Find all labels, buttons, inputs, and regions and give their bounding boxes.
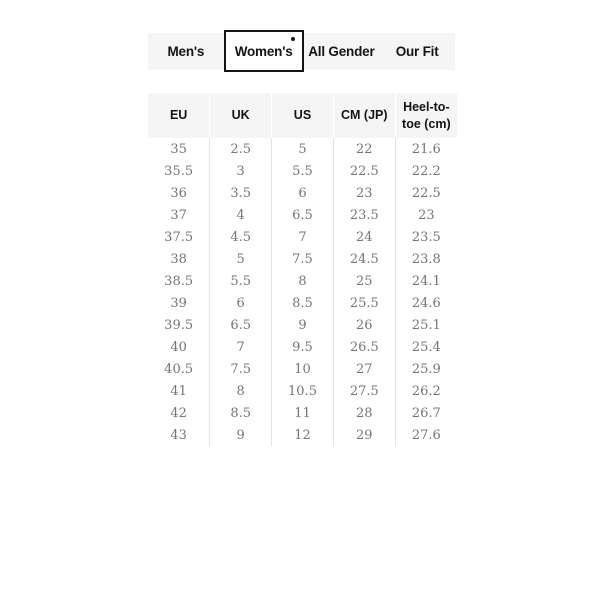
size-cell: 9.5 <box>272 336 334 358</box>
size-cell: 4.5 <box>210 226 272 248</box>
selected-tab-indicator-dot <box>291 37 295 41</box>
size-cell: 25.1 <box>395 314 457 336</box>
size-cell: 2.5 <box>210 138 272 160</box>
size-cell: 7 <box>210 336 272 358</box>
size-cell: 42 <box>170 405 187 421</box>
column-header-uk: UK <box>210 93 272 138</box>
size-cell: 6 <box>210 292 272 314</box>
size-cell: 26.2 <box>395 380 457 402</box>
header-row <box>148 93 457 138</box>
size-cell: 43 <box>170 427 187 443</box>
tab-our-fit[interactable]: Our Fit <box>395 44 439 59</box>
table-row <box>148 424 457 446</box>
size-cell: 24.1 <box>395 270 457 292</box>
size-cell: 6 <box>272 182 334 204</box>
size-cell: 7.5 <box>210 358 272 380</box>
size-cell: 3 <box>210 160 272 182</box>
size-cell: 21.6 <box>395 138 457 160</box>
size-cell: 9 <box>272 314 334 336</box>
size-cell: 9 <box>210 424 272 446</box>
size-cell: 25 <box>333 270 395 292</box>
size-cell: 11 <box>272 402 334 424</box>
size-cell: 41 <box>170 383 187 399</box>
table-row <box>148 314 457 336</box>
size-cell: 23.5 <box>333 204 395 226</box>
size-chart-body <box>148 138 457 446</box>
size-cell: 6.5 <box>210 314 272 336</box>
size-cell: 26.5 <box>333 336 395 358</box>
size-cell: 7 <box>272 226 334 248</box>
size-cell: 22.5 <box>333 160 395 182</box>
size-cell: 35.5 <box>164 163 194 179</box>
table-row <box>148 182 457 204</box>
size-cell: 39 <box>170 295 187 311</box>
column-header-eu: EU <box>148 93 210 138</box>
size-chart <box>148 93 457 446</box>
size-cell: 27.6 <box>395 424 457 446</box>
size-cell: 6.5 <box>272 204 334 226</box>
size-chart-header <box>148 93 457 138</box>
size-cell: 8.5 <box>272 292 334 314</box>
size-cell: 5 <box>210 248 272 270</box>
size-cell: 8 <box>210 380 272 402</box>
size-cell: 40.5 <box>164 361 194 377</box>
table-row <box>148 160 457 182</box>
size-cell: 10 <box>272 358 334 380</box>
size-cell: 8 <box>272 270 334 292</box>
table-row <box>148 380 457 402</box>
size-cell: 27.5 <box>333 380 395 402</box>
size-cell: 22 <box>333 138 395 160</box>
tab-womens[interactable] <box>224 30 304 72</box>
size-cell: 37 <box>170 207 187 223</box>
table-row <box>148 270 457 292</box>
size-cell: 22.5 <box>395 182 457 204</box>
size-cell: 28 <box>333 402 395 424</box>
size-cell: 5.5 <box>272 160 334 182</box>
size-cell: 29 <box>333 424 395 446</box>
column-header-cm-jp: CM (JP) <box>333 93 395 138</box>
column-header-heel-to-toe: Heel-to-toe (cm) <box>395 93 457 138</box>
table-row <box>148 248 457 270</box>
size-cell: 25.5 <box>333 292 395 314</box>
size-cell: 35 <box>170 141 187 157</box>
size-cell: 5 <box>272 138 334 160</box>
size-cell: 39.5 <box>164 317 194 333</box>
size-cell: 24.6 <box>395 292 457 314</box>
table-row <box>148 336 457 358</box>
size-cell: 26.7 <box>395 402 457 424</box>
size-cell: 12 <box>272 424 334 446</box>
size-cell: 25.9 <box>395 358 457 380</box>
size-cell: 7.5 <box>272 248 334 270</box>
size-cell: 23.5 <box>395 226 457 248</box>
size-cell: 10.5 <box>272 380 334 402</box>
size-chart-tab-bar <box>148 33 455 70</box>
size-cell: 38.5 <box>164 273 194 289</box>
size-cell: 23 <box>333 182 395 204</box>
size-cell: 37.5 <box>164 229 194 245</box>
size-cell: 36 <box>170 185 187 201</box>
size-cell: 8.5 <box>210 402 272 424</box>
tab-all-gender[interactable]: All Gender <box>308 44 375 59</box>
size-cell: 5.5 <box>210 270 272 292</box>
size-cell: 23 <box>395 204 457 226</box>
size-cell: 40 <box>170 339 187 355</box>
size-cell: 24.5 <box>333 248 395 270</box>
column-header-us: US <box>272 93 334 138</box>
table-row <box>148 402 457 424</box>
size-cell: 25.4 <box>395 336 457 358</box>
table-row <box>148 358 457 380</box>
size-cell: 24 <box>333 226 395 248</box>
size-chart-table <box>148 93 457 446</box>
tab-womens-label: Women's <box>234 43 293 59</box>
size-cell: 26 <box>333 314 395 336</box>
size-cell: 38 <box>170 251 187 267</box>
tab-mens[interactable]: Men's <box>167 44 205 59</box>
size-cell: 4 <box>210 204 272 226</box>
table-row <box>148 204 457 226</box>
size-cell: 27 <box>333 358 395 380</box>
size-cell: 3.5 <box>210 182 272 204</box>
table-row <box>148 138 457 160</box>
table-row <box>148 226 457 248</box>
size-cell: 22.2 <box>395 160 457 182</box>
size-cell: 23.8 <box>395 248 457 270</box>
table-row <box>148 292 457 314</box>
